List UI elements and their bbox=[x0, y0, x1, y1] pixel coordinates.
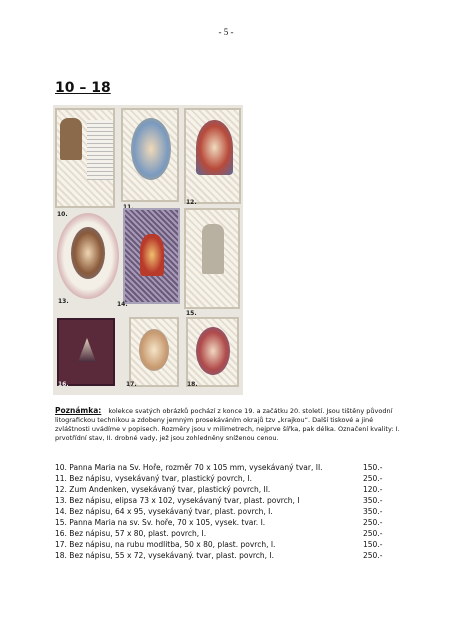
item-description: 10. Panna Maria na Sv. Hoře, rozměr 70 x 105 mm, vysekávaný tvar, II. bbox=[55, 463, 323, 472]
note-text: kolekce svatých obrázků pochází z konce 19. a začátku 20. století. Jsou tištěny původní litografickou technikou a zdobeny jemným prosekáváním okrajů tzv „krajkou“. Další tiskové a jiné zvláštnosti uvádíme v popisech. Rozměry jsou v milimetrech, nejprve šířka, pak délka. Označení kvality: I. prvotřídní stav, II. drobné vady, jež jsou zohledněny sníženou cenou. bbox=[55, 407, 400, 442]
item-description: 14. Bez nápisu, 64 x 95, vysekávaný tvar, plast. povrch, I. bbox=[55, 507, 273, 516]
holy-card-18 bbox=[186, 317, 239, 387]
page-number: - 5 - bbox=[218, 27, 234, 37]
note-label: Poznámka: bbox=[55, 406, 102, 415]
holy-card-10 bbox=[55, 108, 115, 208]
list-item bbox=[55, 473, 395, 484]
holy-card-14 bbox=[123, 208, 180, 304]
card-label-17: 17. bbox=[126, 381, 137, 388]
item-description: 17. Bez nápisu, na rubu modlitba, 50 x 80, plast. povrch, I. bbox=[55, 540, 276, 549]
item-description: 13. Bez nápisu, elipsa 73 x 102, vysekávaný tvar, plast. povrch, I bbox=[55, 496, 300, 505]
item-price: 250.- bbox=[363, 474, 383, 483]
item-price: 150.- bbox=[363, 540, 383, 549]
item-price: 250.- bbox=[363, 529, 383, 538]
holy-card-13 bbox=[57, 213, 119, 299]
holy-card-15 bbox=[184, 208, 240, 309]
item-price: 150.- bbox=[363, 463, 383, 472]
card-label-14: 14. bbox=[117, 301, 128, 308]
item-price: 120.- bbox=[363, 485, 383, 494]
item-description: 11. Bez nápisu, vysekávaný tvar, plastický povrch, I. bbox=[55, 474, 252, 483]
item-price: 350.- bbox=[363, 507, 383, 516]
list-item bbox=[55, 550, 395, 561]
card-label-13: 13. bbox=[58, 298, 69, 305]
list-item bbox=[55, 462, 395, 473]
list-item bbox=[55, 539, 395, 550]
item-description: 12. Zum Andenken, vysekávaný tvar, plastický povrch, II. bbox=[55, 485, 271, 494]
card-label-16: 16. bbox=[58, 381, 69, 388]
card-label-15: 15. bbox=[186, 310, 197, 317]
list-item bbox=[55, 484, 395, 495]
item-price: 350.- bbox=[363, 496, 383, 505]
note-paragraph bbox=[55, 406, 400, 443]
section-heading: 10 – 18 bbox=[55, 80, 111, 96]
list-item bbox=[55, 517, 395, 528]
holy-card-12 bbox=[184, 108, 241, 204]
item-description: 15. Panna Maria na sv. Sv. hoře, 70 x 105, vysek. tvar. I. bbox=[55, 518, 266, 527]
item-description: 18. Bez nápisu, 55 x 72, vysekávaný. tvar, plast. povrch, I. bbox=[55, 551, 275, 560]
card-label-12: 12. bbox=[186, 199, 197, 206]
card-label-10: 10. bbox=[57, 211, 68, 218]
list-item bbox=[55, 528, 395, 539]
holy-card-16 bbox=[57, 318, 115, 386]
item-price: 250.- bbox=[363, 518, 383, 527]
card-label-18: 18. bbox=[187, 381, 198, 388]
list-item bbox=[55, 495, 395, 506]
holy-card-17 bbox=[129, 317, 179, 387]
item-description: 16. Bez nápisu, 57 x 80, plast. povrch, I. bbox=[55, 529, 207, 538]
list-item bbox=[55, 506, 395, 517]
holy-cards-photo bbox=[53, 105, 243, 395]
item-list bbox=[55, 462, 395, 561]
item-price: 250.- bbox=[363, 551, 383, 560]
holy-card-11 bbox=[121, 108, 179, 202]
